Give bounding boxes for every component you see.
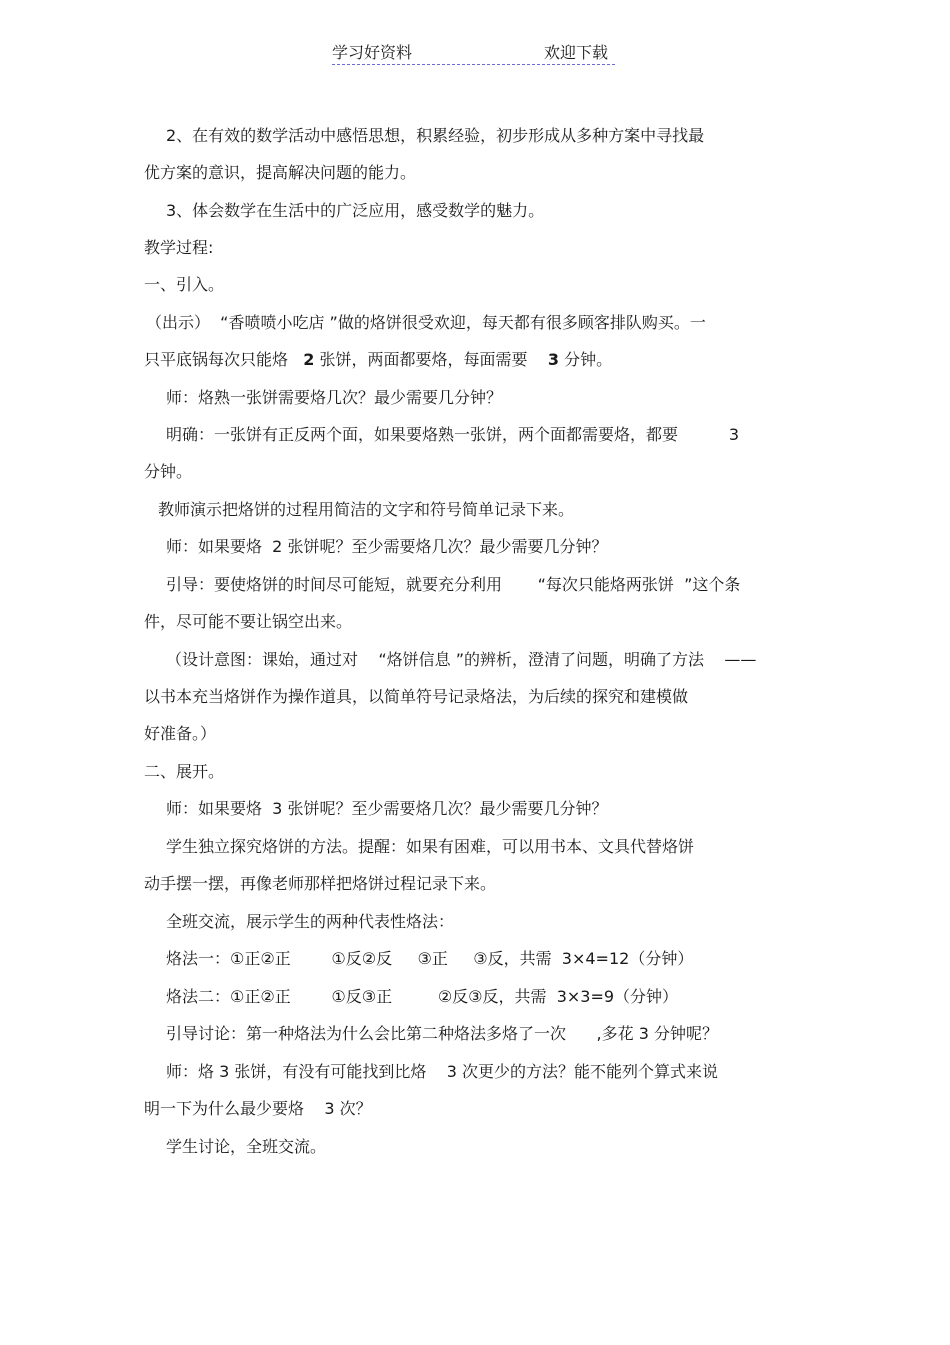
section-teaching-process: 教学过程: [144, 238, 214, 257]
clarify-line-2: 分钟。 [144, 462, 193, 481]
header-left-text: 学习好资料 [332, 43, 413, 62]
design-intent-line-2: 以书本充当烙饼作为操作道具，以简单符号记录烙法，为后续的探究和建模做 [144, 687, 689, 706]
intro-paragraph-line-1: （出示） “香喷喷小吃店 ”做的烙饼很受欢迎，每天都有很多顾客排队购买。一 [146, 313, 706, 332]
guide-line-1: 引导：要使烙饼的时间尽可能短，就要充分利用 “每次只能烙两张饼 ”这个条 [166, 575, 741, 594]
design-intent-line-3: 好准备。） [144, 724, 217, 743]
objective-2-line-1: 2、在有效的数学活动中感悟思想，积累经验，初步形成从多种方案中寻找最 [166, 126, 705, 145]
section-development: 二、展开。 [144, 762, 225, 781]
section-introduction: 一、引入。 [144, 275, 225, 294]
teacher-question-4-line-1: 师：烙 3 张饼，有没有可能找到比烙 3 次更少的方法？能不能列个算式来说 [166, 1062, 718, 1081]
teacher-question-4-line-2: 明一下为什么最少要烙 3 次？ [144, 1099, 372, 1118]
student-discussion: 学生讨论，全班交流。 [166, 1137, 327, 1156]
header-right-text: 欢迎下载 [544, 43, 609, 62]
header-dashed-rule [332, 64, 615, 65]
explore-line-2: 动手摆一摆，再像老师那样把烙饼过程记录下来。 [144, 874, 497, 893]
teacher-demo: 教师演示把烙饼的过程用简洁的文字和符号简单记录下来。 [158, 500, 575, 519]
objective-3: 3、体会数学在生活中的广泛应用，感受数学的魅力。 [166, 201, 545, 220]
explore-line-1: 学生独立探究烙饼的方法。提醒：如果有困难，可以用书本、文具代替烙饼 [166, 837, 695, 856]
teacher-question-1: 师：烙熟一张饼需要烙几次？最少需要几分钟？ [166, 388, 503, 407]
teacher-question-3: 师：如果要烙 3 张饼呢？至少需要烙几次？最少需要几分钟？ [166, 799, 608, 818]
objective-2-line-2: 优方案的意识，提高解决问题的能力。 [144, 163, 417, 182]
clarify-line-1: 明确：一张饼有正反两个面，如果要烙熟一张饼，两个面都需要烙，都要 3 [166, 425, 740, 444]
class-share: 全班交流，展示学生的两种代表性烙法： [166, 912, 455, 931]
method-one: 烙法一：①正②正 ①反②反 ③正 ③反，共需 3×4=12（分钟） [166, 949, 694, 968]
design-intent-line-1: （设计意图：课始，通过对 “烙饼信息 ”的辨析，澄清了问题，明确了方法 —— [166, 650, 757, 669]
method-two: 烙法二：①正②正 ①反③正 ②反③反，共需 3×3=9（分钟） [166, 987, 679, 1006]
intro-paragraph-line-2: 只平底锅每次只能烙 2 张饼，两面都要烙，每面需要 3 分钟。 [144, 350, 613, 369]
guided-discussion: 引导讨论：第一种烙法为什么会比第二种烙法多烙了一次 ,多花 3 分钟呢？ [166, 1024, 718, 1043]
teacher-question-2: 师：如果要烙 2 张饼呢？至少需要烙几次？最少需要几分钟？ [166, 537, 608, 556]
guide-line-2: 件，尽可能不要让锅空出来。 [144, 612, 353, 631]
